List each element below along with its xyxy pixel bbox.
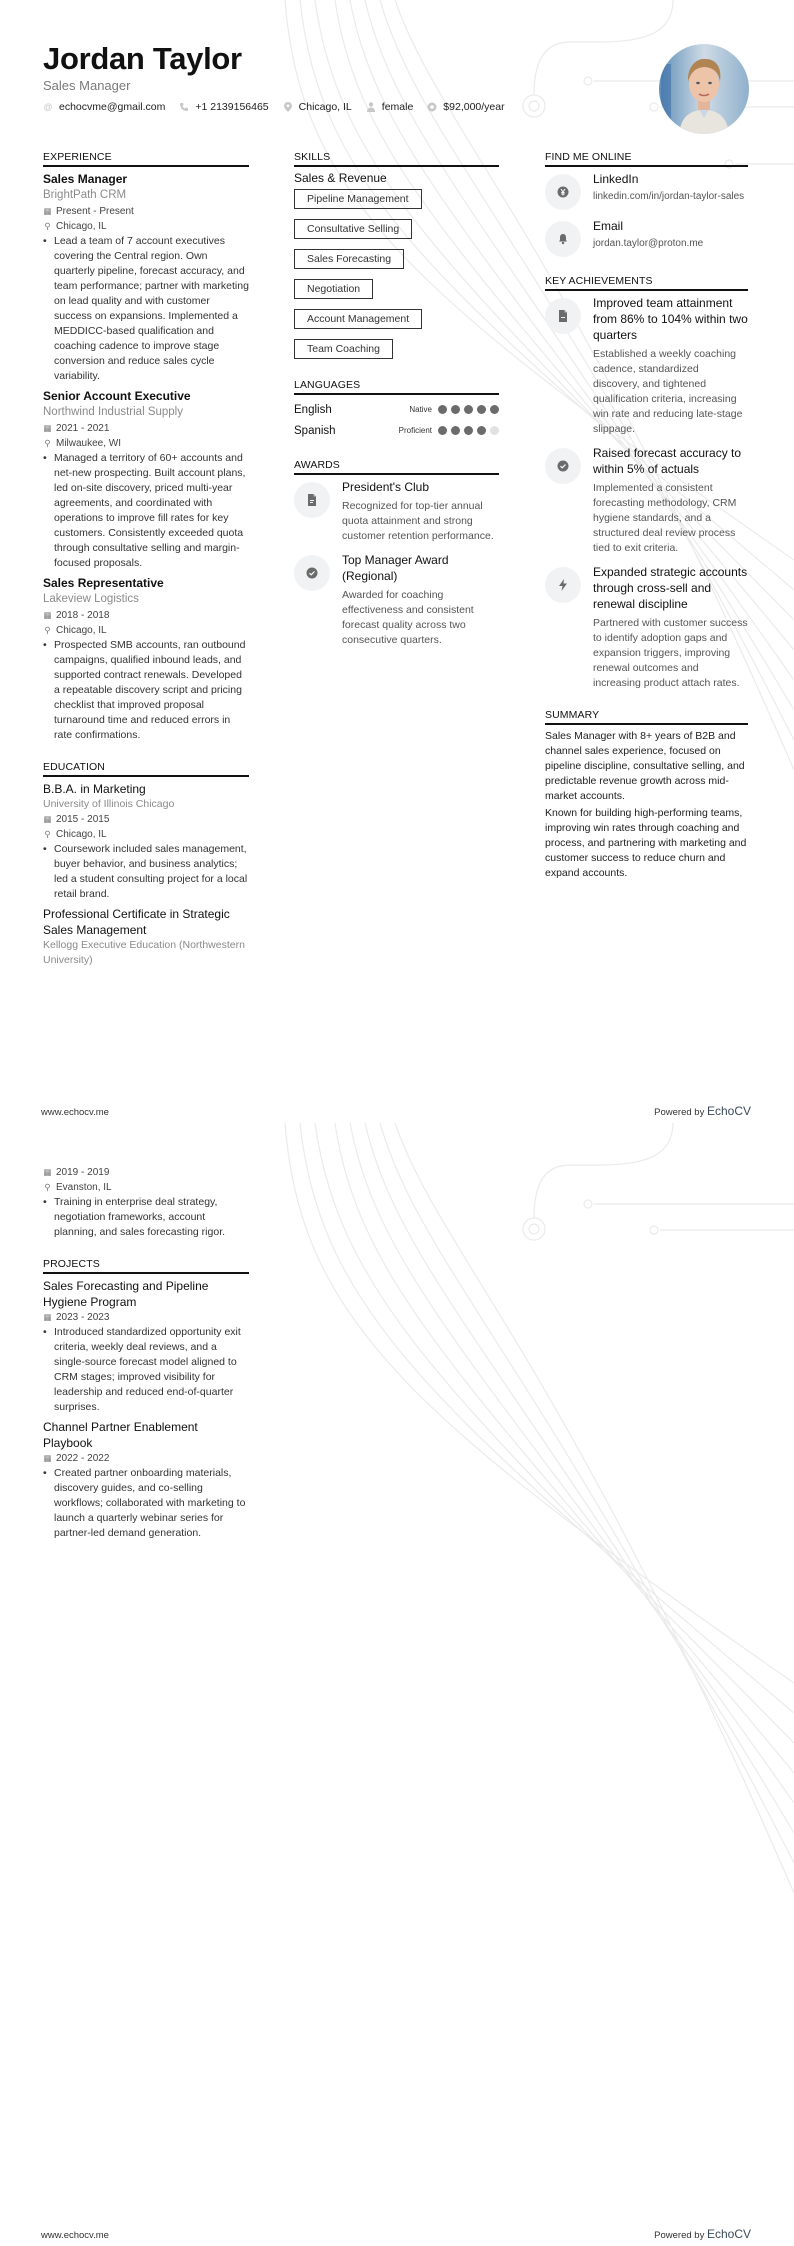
left-column-continued [43,1165,249,1559]
online-section [545,151,748,257]
bell-icon [545,221,581,257]
language-name: English [294,403,332,416]
online-item-email[interactable] [545,218,748,257]
section-title: FIND ME ONLINE [545,151,748,167]
contact-phone[interactable]: +1 2139156465 [179,101,268,113]
location-icon: ⚲ [44,438,51,448]
job-location: ⚲ Milwaukee, WI [44,438,122,449]
edu-dates: ▦ 2019 - 2019 [43,1167,110,1178]
skills-section [294,151,499,369]
job-dates: ▦ Present - Present [43,206,134,217]
achievement-item [545,445,748,556]
location-icon: ⚲ [44,625,51,635]
achievement-item [545,295,748,437]
languages-section [294,379,499,441]
achievement-title: Improved team attainment from 86% to 104% within two quarters [593,296,748,342]
resume-page-2 [0,1123,794,2246]
document-icon [545,298,581,334]
calendar-icon: ▦ [43,206,52,216]
footer-powered: Powered by EchoCV [654,2227,751,2241]
job-bullet: • Lead a team of 7 account executives covering the Central region. Own quarterly pipeline, forecast accuracy, and team performance; partner with marketing on lead quality and with customer success on expansions. Implemented a MEDDICC-based qualification and coaching cadence to improve stage conversion and reduce sales cycle variability. [43,235,249,382]
footer-powered: Powered by EchoCV [654,1104,751,1118]
person-icon [366,102,376,112]
degree: B.B.A. in Marketing [43,782,146,796]
salary-icon [427,102,437,112]
education-item [43,906,249,968]
check-badge-icon [545,448,581,484]
middle-column [294,151,499,666]
online-item-linkedin[interactable] [545,171,748,210]
brand-logo[interactable]: EchoCV [706,1104,751,1118]
edu-location: ⚲ Chicago, IL [44,829,107,840]
contact-list [43,101,663,113]
achievement-description: Partnered with customer success to identify adoption gaps and expansion triggers, improving renewal outcomes and increasing product attach rates. [593,617,748,689]
online-label: LinkedIn [593,172,639,186]
resume-header [43,40,663,113]
project-name: Channel Partner Enablement Playbook [43,1420,198,1450]
award-item [294,552,499,648]
lightning-icon [545,567,581,603]
project-name: Sales Forecasting and Pipeline Hygiene Program [43,1279,209,1309]
project-bullet: • Created partner onboarding materials, discovery guides, and co-selling workflows; collaborated with marketing to launch a quarterly webinar series for partner-led demand generation. [43,1467,246,1539]
at-icon: @ [43,102,53,112]
experience-item [43,171,249,384]
section-title: EDUCATION [43,761,249,777]
candidate-name: Jordan Taylor [43,41,242,76]
summary-text [545,729,748,881]
job-dates: ▦ 2018 - 2018 [43,610,110,621]
award-title: Top Manager Award (Regional) [342,553,449,583]
achievement-title: Raised forecast accuracy to within 5% of actuals [593,446,742,476]
summary-paragraph: Sales Manager with 8+ years of B2B and channel sales experience, focused on pipeline discipline, consultative selling, and predictable revenue growth across mid-market accounts. [545,730,745,802]
page-footer [41,2227,751,2241]
skill-chip: Consultative Selling [294,219,412,239]
contact-gender: female [366,101,414,113]
skill-chip: Negotiation [294,279,373,299]
project-bullet: • Introduced standardized opportunity exit criteria, weekly deal reviews, and a single-source forecast model aligned to CRM stages; improved visibility for leadership and reduced end-of-quarter surprises. [43,1326,241,1413]
summary-paragraph: Known for building high-performing teams, improving win rates through coaching and process, and partnering with marketing and customer success to reduce churn and expand accounts. [545,807,747,879]
yen-icon [545,174,581,210]
experience-item [43,388,249,571]
section-title: SKILLS [294,151,499,167]
online-label: Email [593,219,624,233]
education-item [43,781,249,902]
language-level: Native [409,405,432,414]
location-icon: ⚲ [44,829,51,839]
section-title: EXPERIENCE [43,151,249,167]
document-icon [294,482,330,518]
school: University of Illinois Chicago [43,798,175,810]
proficiency-dots [438,426,499,435]
contact-email[interactable]: @ echocvme@gmail.com [43,101,166,113]
company-name: BrightPath CRM [43,189,127,201]
education-continued [43,1165,249,1240]
achievement-description: Implemented a consistent forecasting methodology, CRM hygiene standards, and a structured deal review process tied to exit criteria. [593,482,737,554]
school: Kellogg Executive Education (Northwestern University) [43,939,245,966]
location-icon [283,102,293,112]
job-title: Senior Account Executive [43,389,191,403]
right-column [545,151,748,899]
online-link[interactable]: jordan.taylor@proton.me [593,238,704,249]
skill-chip: Sales Forecasting [294,249,404,269]
achievement-item [545,564,748,691]
job-title: Sales Manager [43,172,128,186]
avatar [659,44,749,134]
brand-logo[interactable]: EchoCV [706,2227,751,2241]
skill-chips [294,189,499,369]
project-dates: ▦ 2023 - 2023 [43,1312,110,1323]
location-icon: ⚲ [44,221,51,231]
skill-chip: Team Coaching [294,339,393,359]
awards-section [294,459,499,648]
phone-icon [179,102,189,112]
language-row [294,399,499,420]
calendar-icon: ▦ [43,423,52,433]
contact-location: Chicago, IL [283,101,352,113]
project-dates: ▦ 2022 - 2022 [43,1453,110,1464]
footer-url[interactable]: www.echocv.me [41,1107,109,1118]
calendar-icon: ▦ [43,1453,52,1463]
proficiency-dots [438,405,499,414]
award-description: Awarded for coaching effectiveness and consistent forecast quality across two consecutive quarters. [342,589,474,646]
candidate-role: Sales Manager [43,78,131,93]
project-item [43,1278,249,1415]
language-name: Spanish [294,424,336,437]
award-item [294,479,499,544]
calendar-icon: ▦ [43,610,52,620]
online-link[interactable]: linkedin.com/in/jordan-taylor-sales [593,191,745,202]
skill-chip: Account Management [294,309,422,329]
job-title: Sales Representative [43,576,164,590]
language-level: Proficient [398,426,432,435]
summary-section [545,709,748,881]
job-location: ⚲ Chicago, IL [44,221,107,232]
job-bullet: • Prospected SMB accounts, ran outbound campaigns, qualified inbound leads, and supported contract renewals. Developed a repeatable discovery script and pricing checklist that improved proposal turnaround time and reduced errors in rate confirmations. [43,639,246,741]
job-location: ⚲ Chicago, IL [44,625,107,636]
location-icon: ⚲ [44,1182,51,1192]
projects-section [43,1258,249,1541]
section-title: AWARDS [294,459,499,475]
section-title: KEY ACHIEVEMENTS [545,275,748,291]
company-name: Lakeview Logistics [43,593,139,605]
page-footer [41,1104,751,1118]
company-name: Northwind Industrial Supply [43,406,183,418]
project-item [43,1419,249,1541]
contact-salary: $92,000/year [427,101,504,113]
experience-section [43,151,249,743]
calendar-icon: ▦ [43,1167,52,1177]
job-dates: ▦ 2021 - 2021 [43,423,110,434]
footer-url[interactable]: www.echocv.me [41,2230,109,2241]
skill-category: Sales & Revenue [294,171,387,185]
award-description: Recognized for top-tier annual quota attainment and strong customer retention performance. [342,500,494,542]
language-row [294,420,499,441]
section-title: PROJECTS [43,1258,249,1274]
edu-location: ⚲ Evanston, IL [44,1182,112,1193]
experience-item [43,575,249,743]
job-bullet: • Managed a territory of 60+ accounts and net-new prospecting. Built account plans, led on-site discovery, priced multi-year agreements, and coordinated with operations to improve fill rates for key customers. Consistently exceeded quota through consultative selling and margin-focused proposals. [43,452,246,569]
award-title: President's Club [342,480,429,494]
achievement-title: Expanded strategic accounts through cross-sell and renewal discipline [593,565,748,611]
edu-bullet: • Training in enterprise deal strategy, negotiation frameworks, account planning, and sales forecasting rigor. [43,1196,226,1238]
achievement-description: Established a weekly coaching cadence, standardized discovery, and tightened qualification criteria, increasing win rate and reducing late-stage slippage. [593,348,743,435]
degree: Professional Certificate in Strategic Sales Management [43,907,230,937]
calendar-icon: ▦ [43,1312,52,1322]
section-title: SUMMARY [545,709,748,725]
edu-dates: ▦ 2015 - 2015 [43,814,110,825]
skill-chip: Pipeline Management [294,189,422,209]
left-column [43,151,249,986]
calendar-icon: ▦ [43,814,52,824]
education-section [43,761,249,968]
section-title: LANGUAGES [294,379,499,395]
edu-bullet: • Coursework included sales management, buyer behavior, and business analytics; led a student consulting project for a local retail brand. [43,843,248,900]
achievements-section [545,275,748,691]
check-badge-icon [294,555,330,591]
